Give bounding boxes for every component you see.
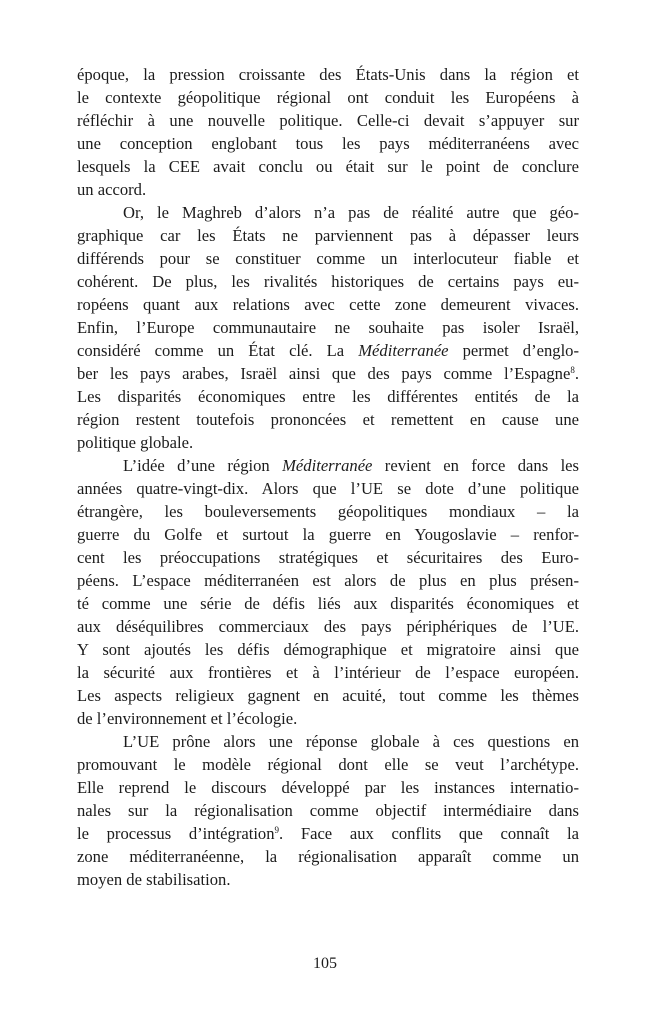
paragraph <box>77 730 579 891</box>
text-segment: L’UE prône alors une réponse globale à ces questions en <box>123 732 579 751</box>
text-segment: L’idée d’une région <box>123 456 283 475</box>
text-line <box>77 523 579 546</box>
italic-text: Méditerranée <box>282 456 373 475</box>
text-line <box>77 270 579 293</box>
text-segment: le processus d’intégration <box>77 824 275 843</box>
text-line <box>77 339 579 362</box>
text-segment: époque, la pression croissante des États-Unis dans la région et <box>77 65 579 84</box>
text-segment: guerre du Golfe et surtout la guerre en Yougoslavie – renfor- <box>77 525 579 544</box>
italic-text: Méditerranée <box>358 341 449 360</box>
text-line <box>77 638 579 661</box>
footnote-ref: 9 <box>274 825 280 835</box>
text-segment: étrangère, les bouleversements géopolitiques mondiaux – la <box>77 502 579 521</box>
text-segment: Les disparités économiques entre les différentes entités de la <box>77 387 579 406</box>
text-line <box>77 776 579 799</box>
text-segment: ber les pays arabes, Israël ainsi que des pays comme l’Espagne <box>77 364 571 383</box>
text-segment: région restent toutefois prononcées et remettent en cause une <box>77 410 579 429</box>
text-line <box>77 477 579 500</box>
text-line <box>77 132 579 155</box>
text-line <box>77 63 579 86</box>
text-segment: Elle reprend le discours développé par les instances internatio- <box>77 778 579 797</box>
text-line <box>77 753 579 776</box>
text-line <box>77 615 579 638</box>
text-segment: différends pour se constituer comme un interlocuteur fiable et <box>77 249 579 268</box>
paragraph <box>77 63 579 201</box>
text-line <box>77 822 579 845</box>
text-line <box>77 155 579 178</box>
text-line <box>77 500 579 523</box>
text-segment: réfléchir à une nouvelle politique. Celle-ci devait s’appuyer sur <box>77 111 579 130</box>
paragraph <box>77 201 579 454</box>
text-line <box>77 86 579 109</box>
text-segment: ropéens quant aux relations avec cette zone demeurent vivaces. <box>77 295 579 314</box>
text-segment: moyen de stabilisation. <box>77 870 231 889</box>
text-line <box>77 178 579 201</box>
text-segment: té comme une série de défis liés aux disparités économiques et <box>77 594 579 613</box>
text-line <box>77 799 579 822</box>
text-segment: zone méditerranéenne, la régionalisation apparaît comme un <box>77 847 579 866</box>
text-segment: cohérent. De plus, les rivalités historiques de certains pays eu- <box>77 272 579 291</box>
text-line <box>77 546 579 569</box>
text-line <box>77 592 579 615</box>
text-segment: la sécurité aux frontières et à l’intérieur de l’espace européen. <box>77 663 579 682</box>
text-segment: . Face aux conflits que connaît la <box>279 824 579 843</box>
text-segment: de l’environnement et l’écologie. <box>77 709 298 728</box>
text-segment: promouvant le modèle régional dont elle se veut l’archétype. <box>77 755 579 774</box>
text-segment: péens. L’espace méditerranéen est alors de plus en plus présen- <box>77 571 579 590</box>
text-segment: Les aspects religieux gagnent en acuité, tout comme les thèmes <box>77 686 579 705</box>
text-line <box>77 454 579 477</box>
text-segment: Enfin, l’Europe communautaire ne souhaite pas isoler Israël, <box>77 318 579 337</box>
text-segment: . <box>574 364 579 383</box>
text-segment: revient en force dans les <box>372 456 579 475</box>
text-line <box>77 730 579 753</box>
text-line <box>77 408 579 431</box>
text-line <box>77 569 579 592</box>
text-line <box>77 224 579 247</box>
text-line <box>77 385 579 408</box>
text-line <box>77 316 579 339</box>
text-segment: un accord. <box>77 180 147 199</box>
text-segment: graphique car les États ne parviennent pas à dépasser leurs <box>77 226 579 245</box>
text-line <box>77 707 579 730</box>
text-line <box>77 109 579 132</box>
text-segment: considéré comme un État clé. La <box>77 341 359 360</box>
text-segment: permet d’englo- <box>448 341 579 360</box>
text-segment: politique globale. <box>77 433 194 452</box>
footnote-ref: 8 <box>570 365 575 375</box>
text-segment: aux déséquilibres commerciaux des pays périphériques de l’UE. <box>77 617 579 636</box>
text-line <box>77 661 579 684</box>
body-text <box>77 63 579 891</box>
paragraph <box>77 454 579 730</box>
text-segment: années quatre-vingt-dix. Alors que l’UE se dote d’une politique <box>77 479 579 498</box>
page-number: 105 <box>313 955 337 972</box>
text-line <box>77 684 579 707</box>
text-line <box>77 362 579 385</box>
text-line <box>77 431 579 454</box>
text-segment: lesquels la CEE avait conclu ou était sur le point de conclure <box>77 157 579 176</box>
text-segment: Y sont ajoutés les défis démographique et migratoire ainsi que <box>77 640 579 659</box>
text-segment: nales sur la régionalisation comme objectif intermédiaire dans <box>77 801 579 820</box>
text-line <box>77 868 579 891</box>
text-segment: une conception englobant tous les pays méditerranéens avec <box>77 134 579 153</box>
text-segment: cent les préoccupations stratégiques et sécuritaires des Euro- <box>77 548 579 567</box>
text-line <box>77 247 579 270</box>
text-line <box>77 201 579 224</box>
text-segment: le contexte géopolitique régional ont conduit les Européens à <box>77 88 579 107</box>
text-line <box>77 293 579 316</box>
text-segment: Or, le Maghreb d’alors n’a pas de réalité autre que géo- <box>123 203 579 222</box>
text-line <box>77 845 579 868</box>
